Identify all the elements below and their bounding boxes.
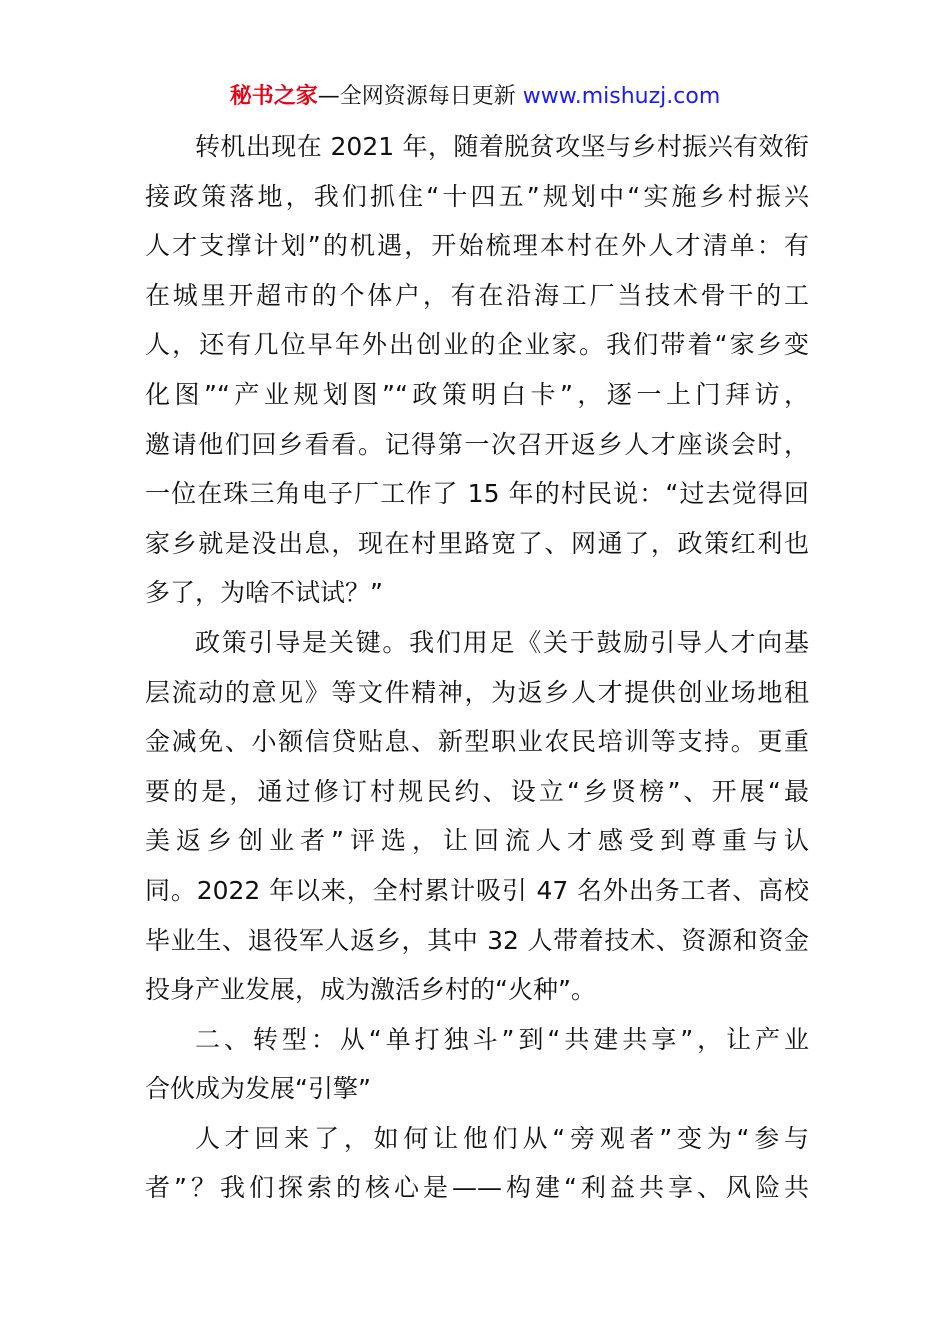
text-line: 政策引导是关键。我们用足《关于鼓励引导人才向基: [195, 627, 809, 657]
header-tagline: —全网资源每日更新: [317, 84, 523, 109]
text-line: 同。2022 年以来，全村累计吸引 47 名外出务工者、高校: [145, 875, 809, 905]
section-heading-line: 二、转型：从“单打独斗”到“共建共享”，让产业: [195, 1024, 809, 1054]
text-line: 投身产业发展，成为激活乡村的“火种”。: [145, 975, 596, 1005]
document-body: [145, 122, 809, 1213]
text-line: 化图”“产业规划图”“政策明白卡”，逐一上门拜访，: [145, 379, 809, 409]
text-line: 人才支撑计划”的机遇，开始梳理本村在外人才清单：有: [145, 231, 809, 261]
text-line: 转机出现在 2021 年，随着脱贫攻坚与乡村振兴有效衔: [195, 132, 809, 161]
text-line: 层流动的意见》等文件精神，为返乡人才提供创业场地租: [145, 677, 809, 707]
text-line: 家乡就是没出息，现在村里路宽了、网通了，政策红利也: [145, 528, 809, 558]
site-url-link[interactable]: www.mishuzj.com: [522, 84, 721, 109]
text-line: 要的是，通过修订村规民约、设立“乡贤榜”、开展“最: [145, 776, 809, 806]
brand-name: 秘书之家: [229, 84, 318, 109]
text-line: 在城里开超市的个体户，有在沿海工厂当技术骨干的工: [145, 280, 809, 310]
text-line: 一位在珠三角电子厂工作了 15 年的村民说：“过去觉得回: [145, 479, 809, 509]
section-heading-line: 合伙成为发展“引擎”: [145, 1074, 371, 1104]
text-line: 多了，为啥不试试？”: [145, 578, 383, 608]
text-line: 人才回来了，如何让他们从“旁观者”变为“参与: [195, 1123, 809, 1153]
text-line: 毕业生、退役军人返乡，其中 32 人带着技术、资源和资金: [145, 925, 809, 955]
text-line: 邀请他们回乡看看。记得第一次召开返乡人才座谈会时，: [145, 429, 809, 459]
document-header: [0, 80, 950, 114]
text-line: 接政策落地，我们抓住“十四五”规划中“实施乡村振兴: [145, 181, 809, 211]
text-line: 者”？我们探索的核心是——构建“利益共享、风险共: [145, 1173, 809, 1203]
text-line: 金减免、小额信贷贴息、新型职业农民培训等支持。更重: [145, 727, 809, 757]
text-line: 人，还有几位早年外出创业的企业家。我们带着“家乡变: [145, 330, 809, 360]
text-line: 美返乡创业者”评选，让回流人才感受到尊重与认: [145, 826, 809, 856]
